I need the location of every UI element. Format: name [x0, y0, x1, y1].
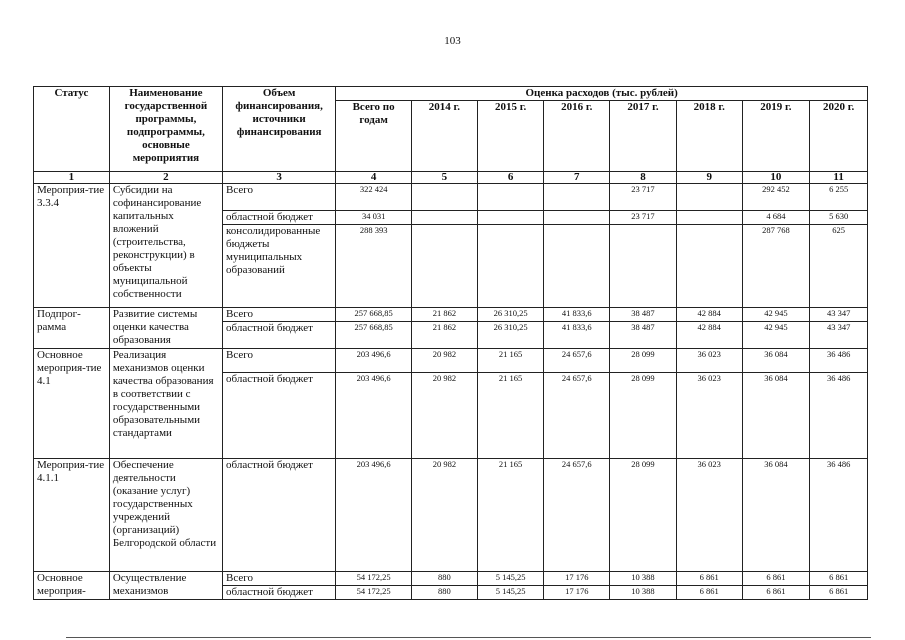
value-cell: 42 884 [676, 308, 742, 322]
value-cell: 36 486 [810, 349, 868, 373]
page-number: 103 [444, 35, 461, 47]
index-cell: 11 [810, 172, 868, 184]
header-year: 2015 г. [477, 101, 544, 172]
row-source: областной бюджет [223, 586, 336, 600]
row-status: Мероприя-тие 3.3.4 [34, 184, 110, 308]
value-cell: 36 023 [676, 349, 742, 373]
row-source: областной бюджет [223, 459, 336, 572]
value-cell: 292 452 [742, 184, 810, 211]
value-cell: 5 145,25 [477, 572, 544, 586]
row-source: Всего [223, 349, 336, 373]
value-cell: 38 487 [610, 322, 677, 349]
value-cell [544, 225, 610, 308]
value-cell: 24 657,6 [544, 349, 610, 373]
header-total: Всего по годам [336, 101, 412, 172]
value-cell: 34 031 [336, 211, 412, 225]
row-name: Обеспечение деятельности (оказание услуг) государственных учреждений (организаций) Белгородской области [109, 459, 222, 572]
value-cell: 54 172,25 [336, 572, 412, 586]
page-bottom-rule [66, 637, 871, 638]
value-cell: 10 388 [610, 572, 677, 586]
value-cell: 43 347 [810, 308, 868, 322]
header-year: 2016 г. [544, 101, 610, 172]
index-cell: 6 [477, 172, 544, 184]
value-cell: 21 862 [412, 322, 478, 349]
row-status: Основное мероприя- [34, 572, 110, 600]
value-cell [676, 211, 742, 225]
table-row [34, 308, 868, 322]
value-cell: 5 145,25 [477, 586, 544, 600]
row-status: Подпрог-рамма [34, 308, 110, 349]
value-cell [412, 225, 478, 308]
value-cell [544, 184, 610, 211]
value-cell: 36 486 [810, 373, 868, 459]
value-cell: 6 861 [810, 572, 868, 586]
row-name: Осуществление механизмов [109, 572, 222, 600]
index-cell: 8 [610, 172, 677, 184]
header-year: 2018 г. [676, 101, 742, 172]
value-cell [412, 184, 478, 211]
value-cell: 43 347 [810, 322, 868, 349]
value-cell [676, 225, 742, 308]
value-cell: 17 176 [544, 572, 610, 586]
value-cell: 36 084 [742, 349, 810, 373]
value-cell: 880 [412, 572, 478, 586]
value-cell: 6 861 [742, 586, 810, 600]
value-cell: 26 310,25 [477, 308, 544, 322]
value-cell: 880 [412, 586, 478, 600]
value-cell: 21 165 [477, 373, 544, 459]
row-status: Мероприя-тие 4.1.1 [34, 459, 110, 572]
value-cell: 20 982 [412, 459, 478, 572]
index-row [34, 172, 868, 184]
index-cell: 1 [34, 172, 110, 184]
value-cell: 287 768 [742, 225, 810, 308]
value-cell: 24 657,6 [544, 459, 610, 572]
row-source: Всего [223, 308, 336, 322]
value-cell: 42 945 [742, 322, 810, 349]
row-source: областной бюджет [223, 322, 336, 349]
value-cell: 24 657,6 [544, 373, 610, 459]
row-name: Субсидии на софинансирование капитальных вложений (строительства, реконструкции) в объекты муниципальной собственности [109, 184, 222, 308]
value-cell [477, 184, 544, 211]
value-cell: 288 393 [336, 225, 412, 308]
value-cell: 26 310,25 [477, 322, 544, 349]
value-cell [544, 211, 610, 225]
value-cell: 6 861 [676, 572, 742, 586]
value-cell: 5 630 [810, 211, 868, 225]
value-cell: 20 982 [412, 349, 478, 373]
header-name: Наименование государственной программы, подпрограммы, основные мероприятия [109, 87, 222, 172]
value-cell: 203 496,6 [336, 459, 412, 572]
expenses-table [33, 86, 868, 600]
value-cell: 36 084 [742, 373, 810, 459]
value-cell: 28 099 [610, 373, 677, 459]
row-status: Основное мероприя-тие 4.1 [34, 349, 110, 459]
value-cell: 625 [810, 225, 868, 308]
value-cell: 28 099 [610, 349, 677, 373]
value-cell: 6 861 [742, 572, 810, 586]
value-cell [676, 184, 742, 211]
value-cell: 6 861 [676, 586, 742, 600]
value-cell: 20 982 [412, 373, 478, 459]
index-cell: 9 [676, 172, 742, 184]
value-cell: 322 424 [336, 184, 412, 211]
table-row [34, 184, 868, 211]
value-cell: 28 099 [610, 459, 677, 572]
index-cell: 7 [544, 172, 610, 184]
header-estimate: Оценка расходов (тыс. рублей) [336, 87, 868, 101]
value-cell: 36 486 [810, 459, 868, 572]
value-cell: 21 165 [477, 349, 544, 373]
index-cell: 2 [109, 172, 222, 184]
value-cell [412, 211, 478, 225]
header-year: 2019 г. [742, 101, 810, 172]
row-source: Всего [223, 184, 336, 211]
value-cell: 21 862 [412, 308, 478, 322]
row-source: консолидированные бюджеты муниципальных образований [223, 225, 336, 308]
value-cell: 42 945 [742, 308, 810, 322]
header-row-1 [34, 87, 868, 101]
value-cell: 257 668,85 [336, 308, 412, 322]
value-cell: 36 023 [676, 459, 742, 572]
value-cell: 36 084 [742, 459, 810, 572]
row-source: областной бюджет [223, 211, 336, 225]
value-cell: 257 668,85 [336, 322, 412, 349]
table-row [34, 349, 868, 373]
value-cell: 36 023 [676, 373, 742, 459]
row-name: Реализация механизмов оценки качества образования в соответствии с государственными образовательными стандартами [109, 349, 222, 459]
row-name: Развитие системы оценки качества образования [109, 308, 222, 349]
value-cell: 54 172,25 [336, 586, 412, 600]
value-cell [477, 225, 544, 308]
header-year: 2014 г. [412, 101, 478, 172]
table-row [34, 459, 868, 572]
value-cell: 4 684 [742, 211, 810, 225]
row-source: Всего [223, 572, 336, 586]
value-cell: 203 496,6 [336, 349, 412, 373]
index-cell: 3 [223, 172, 336, 184]
row-source: областной бюджет [223, 373, 336, 459]
value-cell: 23 717 [610, 211, 677, 225]
value-cell: 23 717 [610, 184, 677, 211]
header-year: 2020 г. [810, 101, 868, 172]
value-cell: 38 487 [610, 308, 677, 322]
header-volume: Объем финансирования, источники финансирования [223, 87, 336, 172]
value-cell: 6 255 [810, 184, 868, 211]
index-cell: 5 [412, 172, 478, 184]
value-cell: 42 884 [676, 322, 742, 349]
header-year: 2017 г. [610, 101, 677, 172]
value-cell: 41 833,6 [544, 308, 610, 322]
value-cell: 21 165 [477, 459, 544, 572]
value-cell: 41 833,6 [544, 322, 610, 349]
value-cell: 10 388 [610, 586, 677, 600]
index-cell: 10 [742, 172, 810, 184]
value-cell: 17 176 [544, 586, 610, 600]
header-status: Статус [34, 87, 110, 172]
table-row [34, 572, 868, 586]
value-cell: 6 861 [810, 586, 868, 600]
value-cell [610, 225, 677, 308]
value-cell [477, 211, 544, 225]
index-cell: 4 [336, 172, 412, 184]
value-cell: 203 496,6 [336, 373, 412, 459]
